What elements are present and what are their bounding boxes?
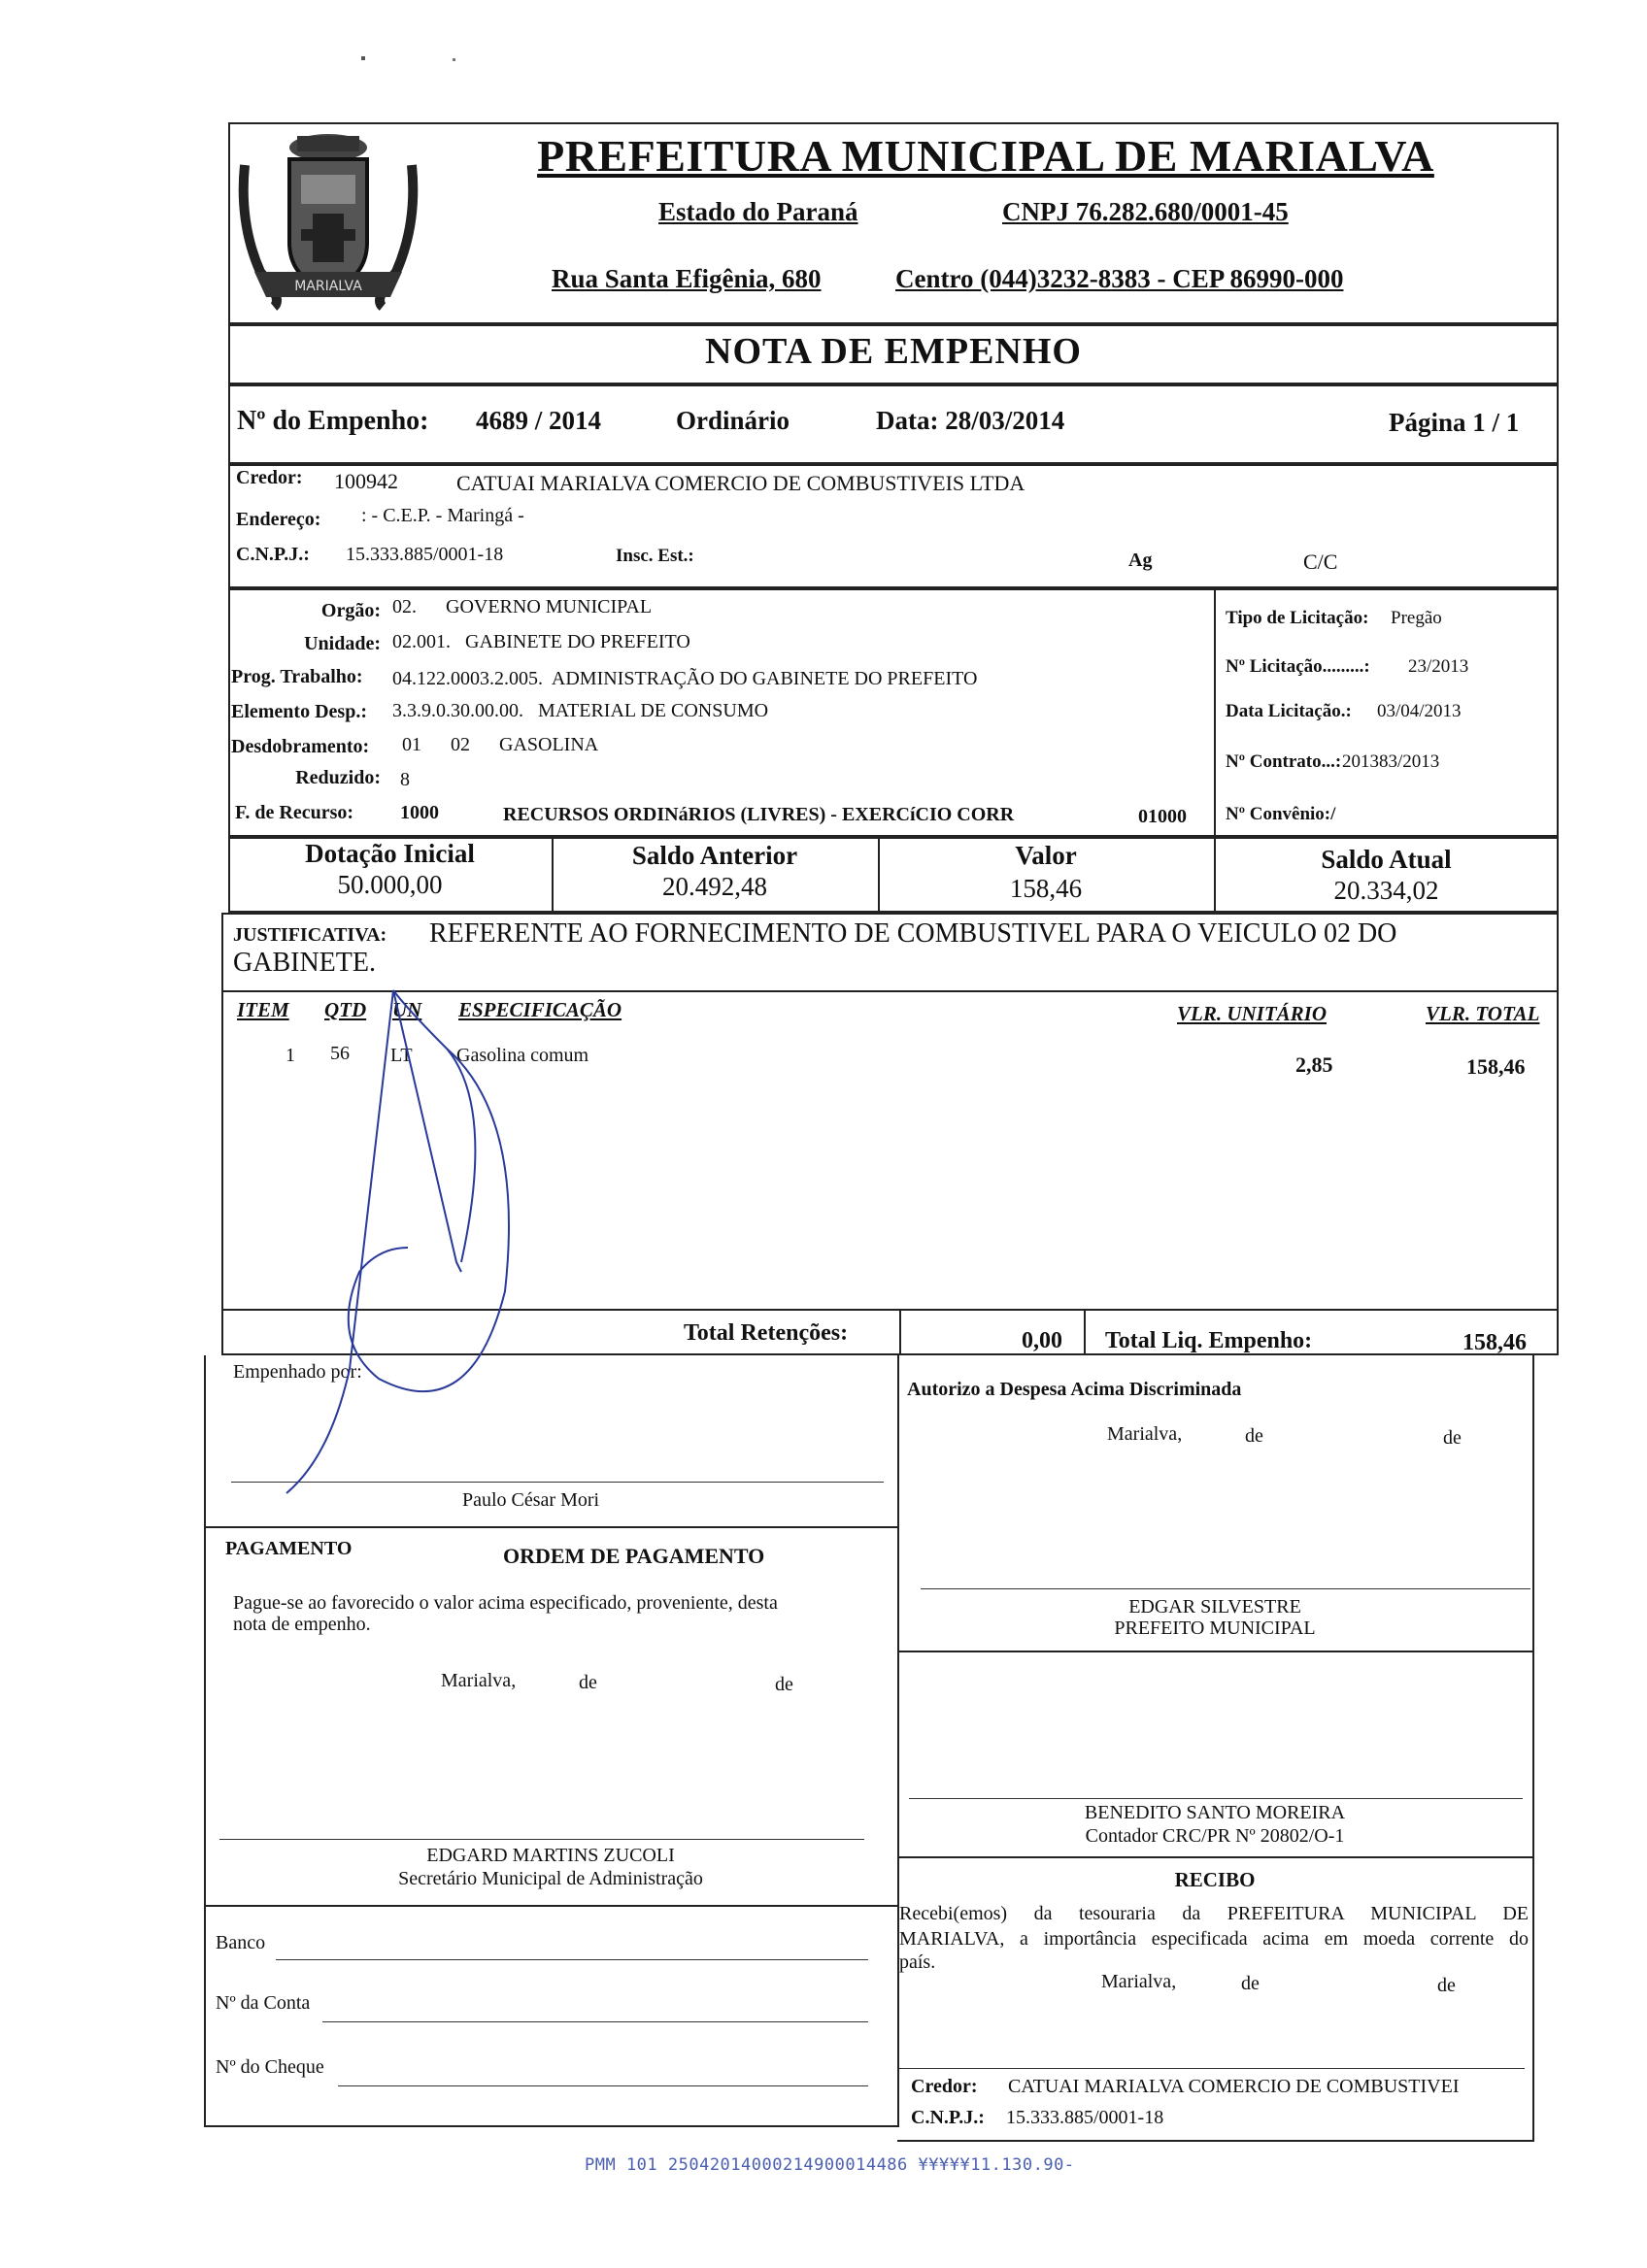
dotacao-value: 50.000,00: [337, 870, 443, 899]
col-spec-header: ESPECIFICAÇÃO: [458, 998, 622, 1021]
lower-middle-divider: [897, 1355, 899, 2127]
retencoes-value: 0,00: [1022, 1328, 1062, 1353]
item-spec: Gasolina comum: [456, 1045, 589, 1066]
banco-label: Banco: [216, 1932, 266, 1953]
credor-code: 100942: [334, 469, 398, 493]
item-total: 158,46: [1466, 1054, 1526, 1079]
footer-credor-label: Credor:: [911, 2076, 978, 2097]
footer-cnpj: 15.333.885/0001-18: [1006, 2107, 1164, 2128]
empenho-date: Data: 28/03/2014: [876, 406, 1065, 435]
item-unit: LT: [390, 1045, 413, 1066]
contrato-value: 201383/2013: [1342, 751, 1440, 772]
budget-divider: [1214, 588, 1216, 837]
payment-stamp: PMM 101 25042014000214900014486 ¥¥¥¥¥11.130.90-: [585, 2155, 1075, 2175]
item-unit-price: 2,85: [1295, 1052, 1333, 1077]
empenho-number-label: Nº do Empenho:: [237, 406, 429, 436]
justificativa-line2: GABINETE.: [233, 948, 376, 978]
banco-field-line: [276, 1959, 868, 1960]
dotacao-label: Dotação Inicial: [305, 839, 475, 868]
lower-right-border: [1532, 1355, 1534, 2142]
empenho-number: 4689 / 2014: [476, 406, 602, 435]
agency-label: Ag: [1128, 550, 1153, 571]
lower-bottom-border-right: [897, 2140, 1534, 2142]
retencoes-label: Total Retenções:: [684, 1320, 849, 1346]
recibo-de-1: de: [1241, 1973, 1260, 1994]
credor-name: CATUAI MARIALVA COMERCIO DE COMBUSTIVEIS LTDA: [456, 471, 1025, 495]
cheque-field-line: [338, 2085, 868, 2086]
recibo-text-line1: Recebi(emos) da tesouraria da PREFEITURA MUNICIPAL DE: [899, 1903, 1529, 1924]
prefeito-bottom-divider: [897, 1651, 1532, 1652]
doc-title: NOTA DE EMPENHO: [705, 331, 1082, 372]
reduzido-label: Reduzido:: [295, 767, 381, 788]
justificativa-label: JUSTIFICATIVA:: [233, 924, 387, 946]
autorizo-de-2: de: [1443, 1427, 1462, 1449]
state-name: Estado do Paraná: [658, 197, 858, 226]
scan-speck: [361, 56, 365, 60]
contador-signature-line: [909, 1798, 1523, 1799]
elemento-label: Elemento Desp.:: [231, 701, 367, 722]
footer-credor-name: CATUAI MARIALVA COMERCIO DE COMBUSTIVEI: [1008, 2076, 1460, 2097]
credor-label: Credor:: [236, 467, 303, 488]
autorizo-label: Autorizo a Despesa Acima Discriminada: [907, 1379, 1242, 1400]
col-item-header: ITEM: [237, 998, 289, 1021]
account-label: C/C: [1303, 550, 1338, 574]
scan-speck: [453, 58, 455, 61]
items-left-border: [221, 992, 223, 1309]
licitacao-date-value: 03/04/2013: [1377, 701, 1462, 721]
unidade-label: Unidade:: [304, 633, 381, 654]
col-total-header: VLR. TOTAL: [1426, 1002, 1540, 1025]
prefeito-signature-line: [921, 1588, 1530, 1589]
secretario-bottom-divider: [204, 1905, 897, 1907]
empenhado-name: Paulo César Mori: [462, 1489, 600, 1511]
header-phone-cep: Centro (044)3232-8383 - CEP 86990-000: [895, 264, 1344, 293]
item-qtd: 56: [330, 1043, 350, 1064]
items-right-border: [1557, 992, 1559, 1309]
total-liq-value: 158,46: [1462, 1330, 1527, 1355]
recurso-label: F. de Recurso:: [235, 802, 354, 823]
recurso-number: 01000: [1138, 806, 1187, 827]
col-unit-price-header: VLR. UNITÁRIO: [1177, 1002, 1328, 1025]
contrato-label: Nº Contrato...:: [1226, 751, 1342, 772]
credor-address: : - C.E.P. - Maringá -: [361, 505, 524, 526]
footer-cnpj-label: C.N.P.J.:: [911, 2107, 985, 2128]
recibo-title: RECIBO: [1174, 1868, 1256, 1891]
secretario-signature-line: [219, 1839, 864, 1840]
conta-field-line: [322, 2021, 868, 2022]
col-un-header: UN: [392, 998, 422, 1021]
licitacao-number-label: Nº Licitação.........:: [1226, 656, 1370, 677]
total-liq-label: Total Liq. Empenho:: [1105, 1328, 1313, 1353]
pagamento-text-line1: Pague-se ao favorecido o valor acima especificado, proveniente, desta: [233, 1592, 778, 1614]
header-address: Rua Santa Efigênia, 680: [552, 264, 822, 293]
empenhado-label: Empenhado por:: [233, 1361, 362, 1383]
prog-label: Prog. Trabalho:: [231, 666, 363, 687]
retencoes-divider-2: [1084, 1309, 1086, 1355]
prefeito-role: PREFEITO MUNICIPAL: [1114, 1618, 1316, 1639]
cheque-label: Nº do Cheque: [216, 2056, 324, 2078]
handwritten-signature: [272, 971, 680, 1515]
tipo-licitacao-label: Tipo de Licitação:: [1226, 608, 1369, 628]
item-number: 1: [286, 1045, 295, 1066]
reduzido-value: 8: [400, 769, 410, 790]
lower-left-border: [204, 1355, 206, 2127]
secretario-name: EDGARD MARTINS ZUCOLI: [426, 1845, 675, 1866]
orgao-label: Orgão:: [320, 600, 381, 621]
valor-label: Valor: [1015, 841, 1077, 870]
pagamento-text-line2: nota de empenho.: [233, 1614, 371, 1635]
orgao-value: 02. GOVERNO MUNICIPAL: [392, 596, 653, 617]
convenio-label: Nº Convênio:/: [1226, 804, 1336, 824]
secretario-role: Secretário Municipal de Administração: [398, 1868, 703, 1889]
recibo-place: Marialva,: [1101, 1971, 1177, 1992]
saldo-anterior-value: 20.492,48: [662, 872, 767, 901]
valor-value: 158,46: [1009, 874, 1083, 903]
saldo-atual-label: Saldo Atual: [1321, 845, 1452, 874]
desdobramento-label: Desdobramento:: [231, 736, 370, 757]
tipo-licitacao-value: Pregão: [1391, 608, 1442, 628]
contador-name: BENEDITO SANTO MOREIRA: [1084, 1802, 1346, 1823]
recibo-text-line2: MARIALVA, a importância especificada acima em moeda corrente do: [899, 1928, 1529, 1950]
header-cnpj: CNPJ 76.282.680/0001-45: [1002, 197, 1289, 226]
address-label: Endereço:: [236, 509, 321, 530]
pagamento-de-1: de: [579, 1672, 597, 1693]
ordem-pagamento-title: ORDEM DE PAGAMENTO: [503, 1544, 765, 1568]
recibo-text-line3: país.: [899, 1951, 936, 1973]
autorizo-place: Marialva,: [1107, 1423, 1183, 1445]
licitacao-number-value: 23/2013: [1408, 656, 1469, 677]
recibo-signature-line: [899, 2068, 1525, 2069]
retencoes-divider-1: [899, 1309, 901, 1355]
saldo-anterior-label: Saldo Anterior: [631, 841, 798, 870]
contador-role: Contador CRC/PR Nº 20802/O-1: [1085, 1825, 1345, 1847]
licitacao-date-label: Data Licitação.:: [1226, 701, 1352, 721]
contador-bottom-divider: [897, 1856, 1532, 1858]
desdobramento-value: 01 02 GASOLINA: [402, 734, 599, 755]
empenho-type: Ordinário: [676, 406, 790, 435]
pagamento-label: PAGAMENTO: [225, 1538, 353, 1559]
recibo-de-2: de: [1437, 1975, 1456, 1996]
elemento-value: 3.3.9.0.30.00.00. MATERIAL DE CONSUMO: [392, 700, 769, 721]
svg-text:MARIALVA: MARIALVA: [294, 279, 362, 294]
autorizo-de-1: de: [1245, 1425, 1263, 1447]
conta-label: Nº da Conta: [216, 1992, 311, 2014]
unidade-value: 02.001. GABINETE DO PREFEITO: [392, 631, 690, 652]
pagamento-de-2: de: [775, 1674, 793, 1695]
insc-est-label: Insc. Est.:: [616, 546, 694, 566]
page-indicator: Página 1 / 1: [1389, 408, 1520, 437]
prefeito-name: EDGAR SILVESTRE: [1128, 1596, 1301, 1618]
lower-bottom-border: [204, 2125, 897, 2127]
prog-value: 04.122.0003.2.005. ADMINISTRAÇÃO DO GABINETE DO PREFEITO: [392, 668, 978, 689]
municipality-title: PREFEITURA MUNICIPAL DE MARIALVA: [537, 131, 1434, 181]
cnpj-label: C.N.P.J.:: [236, 544, 310, 565]
recurso-code: 1000: [400, 802, 439, 823]
recurso-description: RECURSOS ORDINáRIOS (LIVRES) - EXERCíCIO CORR: [503, 804, 1015, 825]
credor-cnpj: 15.333.885/0001-18: [346, 544, 504, 565]
pagamento-place: Marialva,: [441, 1670, 517, 1691]
col-qtd-header: QTD: [324, 998, 367, 1021]
justificativa-line1: REFERENTE AO FORNECIMENTO DE COMBUSTIVEL PARA O VEICULO 02 DO: [429, 918, 1397, 949]
coat-of-arms-logo: [235, 126, 421, 311]
empenhado-bottom-divider: [204, 1526, 897, 1528]
saldo-atual-value: 20.334,02: [1333, 876, 1439, 905]
